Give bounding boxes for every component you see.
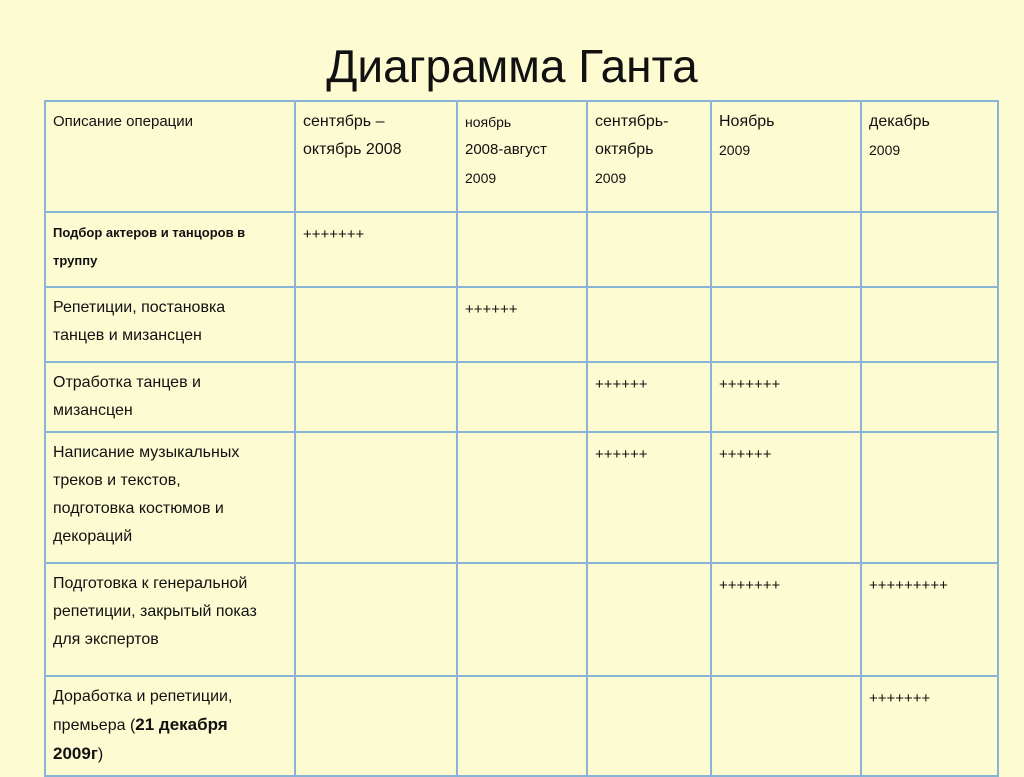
row-5-operation [45,563,295,676]
row-2-cell-2 [457,287,587,362]
row-1-cell-1 [295,212,457,287]
row-2-cell-4 [711,287,861,362]
row-6-cell-5 [861,676,998,776]
header-col-1-line-2: октябрь 2008 [303,141,402,158]
row-4-cell-5 [861,432,998,563]
table-row [45,432,998,563]
row-3-operation [45,362,295,432]
row-6-op-year: 2009г [53,744,98,763]
table-row [45,563,998,676]
row-6-op-line-3 [53,740,287,769]
row-6-op-date: 21 декабря [135,715,228,734]
header-col-5 [861,101,998,212]
row-4-op-line-2: треков и текстов, [53,472,181,489]
row-6-op-line-2 [53,711,287,740]
row-2-operation [45,287,295,362]
gantt-table [44,100,999,777]
row-3-op-line-2: мизансцен [53,402,133,419]
row-1-cell-2 [457,212,587,287]
row-5-mark-5: +++++++++ [869,577,948,594]
row-2-cell-3 [587,287,711,362]
table-row [45,676,998,776]
row-5-cell-3 [587,563,711,676]
header-col-2-line-3: 2009 [465,170,497,186]
row-5-mark-4: +++++++ [719,577,781,594]
row-6-op-premiere: премьера ( [53,717,136,734]
row-2-cell-5 [861,287,998,362]
row-4-cell-4 [711,432,861,563]
row-6-mark-5: +++++++ [869,690,931,707]
header-col-4-line-1: Ноябрь [719,113,775,130]
table-row [45,362,998,432]
header-col-4-line-2: 2009 [719,142,751,158]
row-6-cell-2 [457,676,587,776]
header-col-5-line-1: декабрь [869,113,930,130]
row-3-mark-4: +++++++ [719,376,781,393]
row-2-cell-1 [295,287,457,362]
row-6-op-line-1: Доработка и репетиции, [53,688,233,705]
row-2-mark-2: ++++++ [465,301,518,318]
row-6-op-close-paren: ) [97,746,104,763]
header-operation-label: Описание операции [53,113,194,130]
row-5-cell-2 [457,563,587,676]
row-1-cell-3 [587,212,711,287]
row-5-cell-1 [295,563,457,676]
row-4-op-line-4: декораций [53,528,133,545]
row-1-cell-5 [861,212,998,287]
row-4-cell-1 [295,432,457,563]
header-col-5-line-2: 2009 [869,142,901,158]
row-3-cell-1 [295,362,457,432]
header-col-3-line-1: сентябрь- [595,113,669,130]
row-2-op-line-1: Репетиции, постановка [53,299,226,316]
row-4-op-line-1: Написание музыкальных [53,444,240,461]
row-3-cell-3 [587,362,711,432]
row-3-mark-3: ++++++ [595,376,648,393]
row-5-op-line-3: для экспертов [53,631,159,648]
header-col-3-line-3: 2009 [595,170,627,186]
row-3-cell-2 [457,362,587,432]
row-4-cell-2 [457,432,587,563]
row-4-cell-3 [587,432,711,563]
row-1-op-line-2: труппу [53,253,98,268]
row-1-mark-1: +++++++ [303,226,365,243]
row-6-operation [45,676,295,776]
row-6-cell-1 [295,676,457,776]
row-5-op-line-2: репетиции, закрытый показ [53,603,257,620]
row-5-op-line-1: Подготовка к генеральной [53,575,248,592]
row-5-cell-5 [861,563,998,676]
row-3-op-line-1: Отработка танцев и [53,374,201,391]
header-col-1-line-1: сентябрь – [303,113,385,130]
header-operation [45,101,295,212]
row-4-op-line-3: подготовка костюмов и [53,500,224,517]
header-col-3-line-2: октябрь [595,141,654,158]
header-col-2 [457,101,587,212]
row-3-cell-4 [711,362,861,432]
row-1-op-line-1: Подбор актеров и танцоров в [53,225,246,240]
page-title: Диаграмма Ганта [326,40,698,92]
table-header-row [45,101,998,212]
header-col-3 [587,101,711,212]
row-1-operation [45,212,295,287]
row-4-operation [45,432,295,563]
row-4-mark-4: ++++++ [719,446,772,463]
row-4-mark-3: ++++++ [595,446,648,463]
row-6-cell-4 [711,676,861,776]
header-col-4 [711,101,861,212]
row-1-cell-4 [711,212,861,287]
table-row [45,287,998,362]
row-2-op-line-2: танцев и мизансцен [53,327,202,344]
header-col-2-line-1: ноябрь [465,114,512,130]
table-row [45,212,998,287]
header-col-2-line-2: 2008-август [465,141,547,158]
row-3-cell-5 [861,362,998,432]
header-col-1 [295,101,457,212]
row-6-cell-3 [587,676,711,776]
row-5-cell-4 [711,563,861,676]
